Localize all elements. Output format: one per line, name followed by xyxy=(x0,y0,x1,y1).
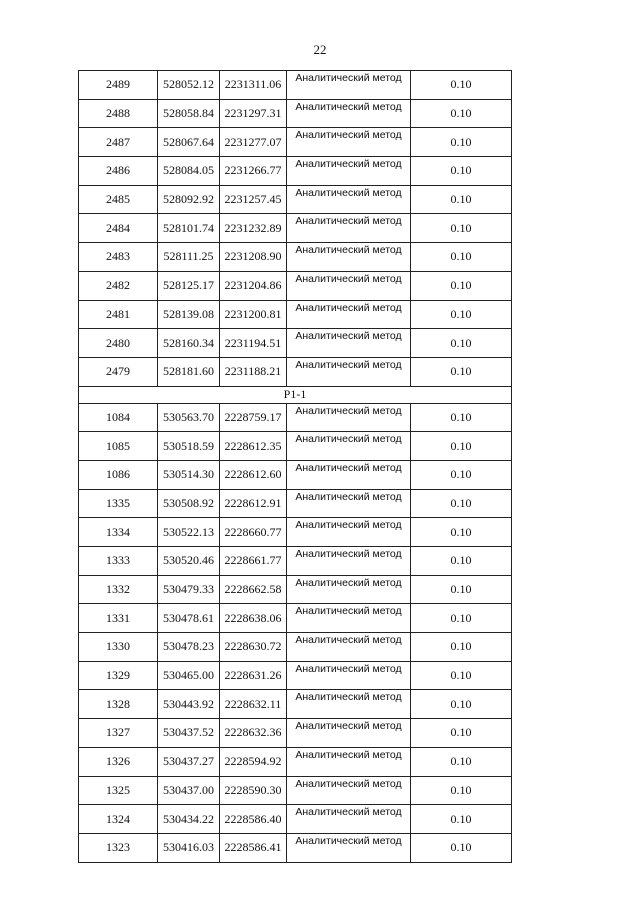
method-cell: Аналитический метод xyxy=(287,747,411,776)
coordinates-table xyxy=(78,70,512,863)
point-number-cell: 2487 xyxy=(79,128,158,157)
error-cell: 0.10 xyxy=(411,547,512,576)
x-coordinate-cell: 530478.61 xyxy=(158,604,220,633)
point-number-cell: 2485 xyxy=(79,185,158,214)
error-cell: 0.10 xyxy=(411,747,512,776)
error-cell: 0.10 xyxy=(411,489,512,518)
error-cell: 0.10 xyxy=(411,99,512,128)
y-coordinate-cell: 2228638.06 xyxy=(220,604,287,633)
table-row xyxy=(79,128,512,157)
error-cell: 0.10 xyxy=(411,432,512,461)
point-number-cell: 1330 xyxy=(79,633,158,662)
y-coordinate-cell: 2228759.17 xyxy=(220,403,287,432)
y-coordinate-cell: 2228632.11 xyxy=(220,690,287,719)
point-number-cell: 2480 xyxy=(79,329,158,358)
x-coordinate-cell: 528125.17 xyxy=(158,271,220,300)
y-coordinate-cell: 2231194.51 xyxy=(220,329,287,358)
table-row xyxy=(79,271,512,300)
error-cell: 0.10 xyxy=(411,661,512,690)
point-number-cell: 1324 xyxy=(79,805,158,834)
y-coordinate-cell: 2231200.81 xyxy=(220,300,287,329)
error-cell: 0.10 xyxy=(411,604,512,633)
table-row xyxy=(79,460,512,489)
table-row xyxy=(79,719,512,748)
point-number-cell: 2483 xyxy=(79,243,158,272)
x-coordinate-cell: 528111.25 xyxy=(158,243,220,272)
method-cell: Аналитический метод xyxy=(287,214,411,243)
error-cell: 0.10 xyxy=(411,776,512,805)
x-coordinate-cell: 528181.60 xyxy=(158,357,220,386)
table-row xyxy=(79,185,512,214)
error-cell: 0.10 xyxy=(411,329,512,358)
method-cell: Аналитический метод xyxy=(287,776,411,805)
point-number-cell: 2484 xyxy=(79,214,158,243)
method-cell: Аналитический метод xyxy=(287,661,411,690)
table-row xyxy=(79,432,512,461)
error-cell: 0.10 xyxy=(411,403,512,432)
table-row xyxy=(79,214,512,243)
point-number-cell: 1323 xyxy=(79,833,158,862)
point-number-cell: 1332 xyxy=(79,575,158,604)
table-row xyxy=(79,805,512,834)
x-coordinate-cell: 530443.92 xyxy=(158,690,220,719)
method-cell: Аналитический метод xyxy=(287,518,411,547)
y-coordinate-cell: 2231208.90 xyxy=(220,243,287,272)
y-coordinate-cell: 2231204.86 xyxy=(220,271,287,300)
x-coordinate-cell: 528084.05 xyxy=(158,157,220,186)
method-cell: Аналитический метод xyxy=(287,271,411,300)
x-coordinate-cell: 530437.52 xyxy=(158,719,220,748)
method-cell: Аналитический метод xyxy=(287,71,411,100)
y-coordinate-cell: 2228661.77 xyxy=(220,547,287,576)
method-cell: Аналитический метод xyxy=(287,719,411,748)
y-coordinate-cell: 2231266.77 xyxy=(220,157,287,186)
x-coordinate-cell: 528160.34 xyxy=(158,329,220,358)
point-number-cell: 2479 xyxy=(79,357,158,386)
table-row xyxy=(79,71,512,100)
x-coordinate-cell: 528139.08 xyxy=(158,300,220,329)
x-coordinate-cell: 528058.84 xyxy=(158,99,220,128)
x-coordinate-cell: 528101.74 xyxy=(158,214,220,243)
method-cell: Аналитический метод xyxy=(287,403,411,432)
y-coordinate-cell: 2228612.60 xyxy=(220,460,287,489)
method-cell: Аналитический метод xyxy=(287,575,411,604)
x-coordinate-cell: 530479.33 xyxy=(158,575,220,604)
page-number: 22 xyxy=(313,42,327,57)
x-coordinate-cell: 528052.12 xyxy=(158,71,220,100)
error-cell: 0.10 xyxy=(411,128,512,157)
point-number-cell: 1085 xyxy=(79,432,158,461)
point-number-cell: 1084 xyxy=(79,403,158,432)
error-cell: 0.10 xyxy=(411,357,512,386)
point-number-cell: 2481 xyxy=(79,300,158,329)
y-coordinate-cell: 2228590.30 xyxy=(220,776,287,805)
error-cell: 0.10 xyxy=(411,157,512,186)
error-cell: 0.10 xyxy=(411,243,512,272)
x-coordinate-cell: 530434.22 xyxy=(158,805,220,834)
method-cell: Аналитический метод xyxy=(287,690,411,719)
x-coordinate-cell: 530416.03 xyxy=(158,833,220,862)
x-coordinate-cell: 530514.30 xyxy=(158,460,220,489)
error-cell: 0.10 xyxy=(411,633,512,662)
x-coordinate-cell: 530465.00 xyxy=(158,661,220,690)
table-row xyxy=(79,518,512,547)
method-cell: Аналитический метод xyxy=(287,547,411,576)
method-cell: Аналитический метод xyxy=(287,185,411,214)
error-cell: 0.10 xyxy=(411,690,512,719)
table-row xyxy=(79,157,512,186)
table-row xyxy=(79,547,512,576)
y-coordinate-cell: 2231257.45 xyxy=(220,185,287,214)
y-coordinate-cell: 2228594.92 xyxy=(220,747,287,776)
table-row xyxy=(79,489,512,518)
table-row xyxy=(79,575,512,604)
table-row xyxy=(79,403,512,432)
x-coordinate-cell: 530508.92 xyxy=(158,489,220,518)
table-row xyxy=(79,300,512,329)
point-number-cell: 2486 xyxy=(79,157,158,186)
y-coordinate-cell: 2228612.35 xyxy=(220,432,287,461)
y-coordinate-cell: 2231188.21 xyxy=(220,357,287,386)
error-cell: 0.10 xyxy=(411,300,512,329)
table-row xyxy=(79,243,512,272)
error-cell: 0.10 xyxy=(411,214,512,243)
y-coordinate-cell: 2231297.31 xyxy=(220,99,287,128)
error-cell: 0.10 xyxy=(411,719,512,748)
point-number-cell: 1335 xyxy=(79,489,158,518)
error-cell: 0.10 xyxy=(411,271,512,300)
error-cell: 0.10 xyxy=(411,460,512,489)
y-coordinate-cell: 2228612.91 xyxy=(220,489,287,518)
method-cell: Аналитический метод xyxy=(287,243,411,272)
point-number-cell: 1334 xyxy=(79,518,158,547)
method-cell: Аналитический метод xyxy=(287,805,411,834)
x-coordinate-cell: 530437.00 xyxy=(158,776,220,805)
method-cell: Аналитический метод xyxy=(287,833,411,862)
table-row xyxy=(79,747,512,776)
y-coordinate-cell: 2228586.41 xyxy=(220,833,287,862)
x-coordinate-cell: 530437.27 xyxy=(158,747,220,776)
method-cell: Аналитический метод xyxy=(287,489,411,518)
x-coordinate-cell: 530563.70 xyxy=(158,403,220,432)
table-row xyxy=(79,99,512,128)
y-coordinate-cell: 2228632.36 xyxy=(220,719,287,748)
point-number-cell: 1325 xyxy=(79,776,158,805)
method-cell: Аналитический метод xyxy=(287,329,411,358)
y-coordinate-cell: 2228662.58 xyxy=(220,575,287,604)
point-number-cell: 1086 xyxy=(79,460,158,489)
method-cell: Аналитический метод xyxy=(287,99,411,128)
method-cell: Аналитический метод xyxy=(287,128,411,157)
error-cell: 0.10 xyxy=(411,833,512,862)
section-title: Р1-1 xyxy=(79,386,512,403)
point-number-cell: 1333 xyxy=(79,547,158,576)
error-cell: 0.10 xyxy=(411,71,512,100)
y-coordinate-cell: 2228631.26 xyxy=(220,661,287,690)
error-cell: 0.10 xyxy=(411,518,512,547)
x-coordinate-cell: 530520.46 xyxy=(158,547,220,576)
table-row xyxy=(79,661,512,690)
y-coordinate-cell: 2228660.77 xyxy=(220,518,287,547)
table-row xyxy=(79,357,512,386)
x-coordinate-cell: 530478.23 xyxy=(158,633,220,662)
error-cell: 0.10 xyxy=(411,805,512,834)
x-coordinate-cell: 528092.92 xyxy=(158,185,220,214)
method-cell: Аналитический метод xyxy=(287,432,411,461)
table-row xyxy=(79,604,512,633)
point-number-cell: 1331 xyxy=(79,604,158,633)
table-row xyxy=(79,329,512,358)
section-header-row xyxy=(79,386,512,403)
y-coordinate-cell: 2228630.72 xyxy=(220,633,287,662)
x-coordinate-cell: 530522.13 xyxy=(158,518,220,547)
method-cell: Аналитический метод xyxy=(287,157,411,186)
point-number-cell: 1329 xyxy=(79,661,158,690)
coordinates-table-body xyxy=(79,71,512,863)
y-coordinate-cell: 2228586.40 xyxy=(220,805,287,834)
method-cell: Аналитический метод xyxy=(287,604,411,633)
error-cell: 0.10 xyxy=(411,575,512,604)
method-cell: Аналитический метод xyxy=(287,460,411,489)
point-number-cell: 1328 xyxy=(79,690,158,719)
method-cell: Аналитический метод xyxy=(287,300,411,329)
method-cell: Аналитический метод xyxy=(287,357,411,386)
point-number-cell: 2489 xyxy=(79,71,158,100)
table-row xyxy=(79,633,512,662)
error-cell: 0.10 xyxy=(411,185,512,214)
table-row xyxy=(79,690,512,719)
y-coordinate-cell: 2231277.07 xyxy=(220,128,287,157)
x-coordinate-cell: 528067.64 xyxy=(158,128,220,157)
point-number-cell: 2482 xyxy=(79,271,158,300)
point-number-cell: 2488 xyxy=(79,99,158,128)
point-number-cell: 1326 xyxy=(79,747,158,776)
table-row xyxy=(79,776,512,805)
point-number-cell: 1327 xyxy=(79,719,158,748)
x-coordinate-cell: 530518.59 xyxy=(158,432,220,461)
y-coordinate-cell: 2231232.89 xyxy=(220,214,287,243)
method-cell: Аналитический метод xyxy=(287,633,411,662)
table-row xyxy=(79,833,512,862)
y-coordinate-cell: 2231311.06 xyxy=(220,71,287,100)
